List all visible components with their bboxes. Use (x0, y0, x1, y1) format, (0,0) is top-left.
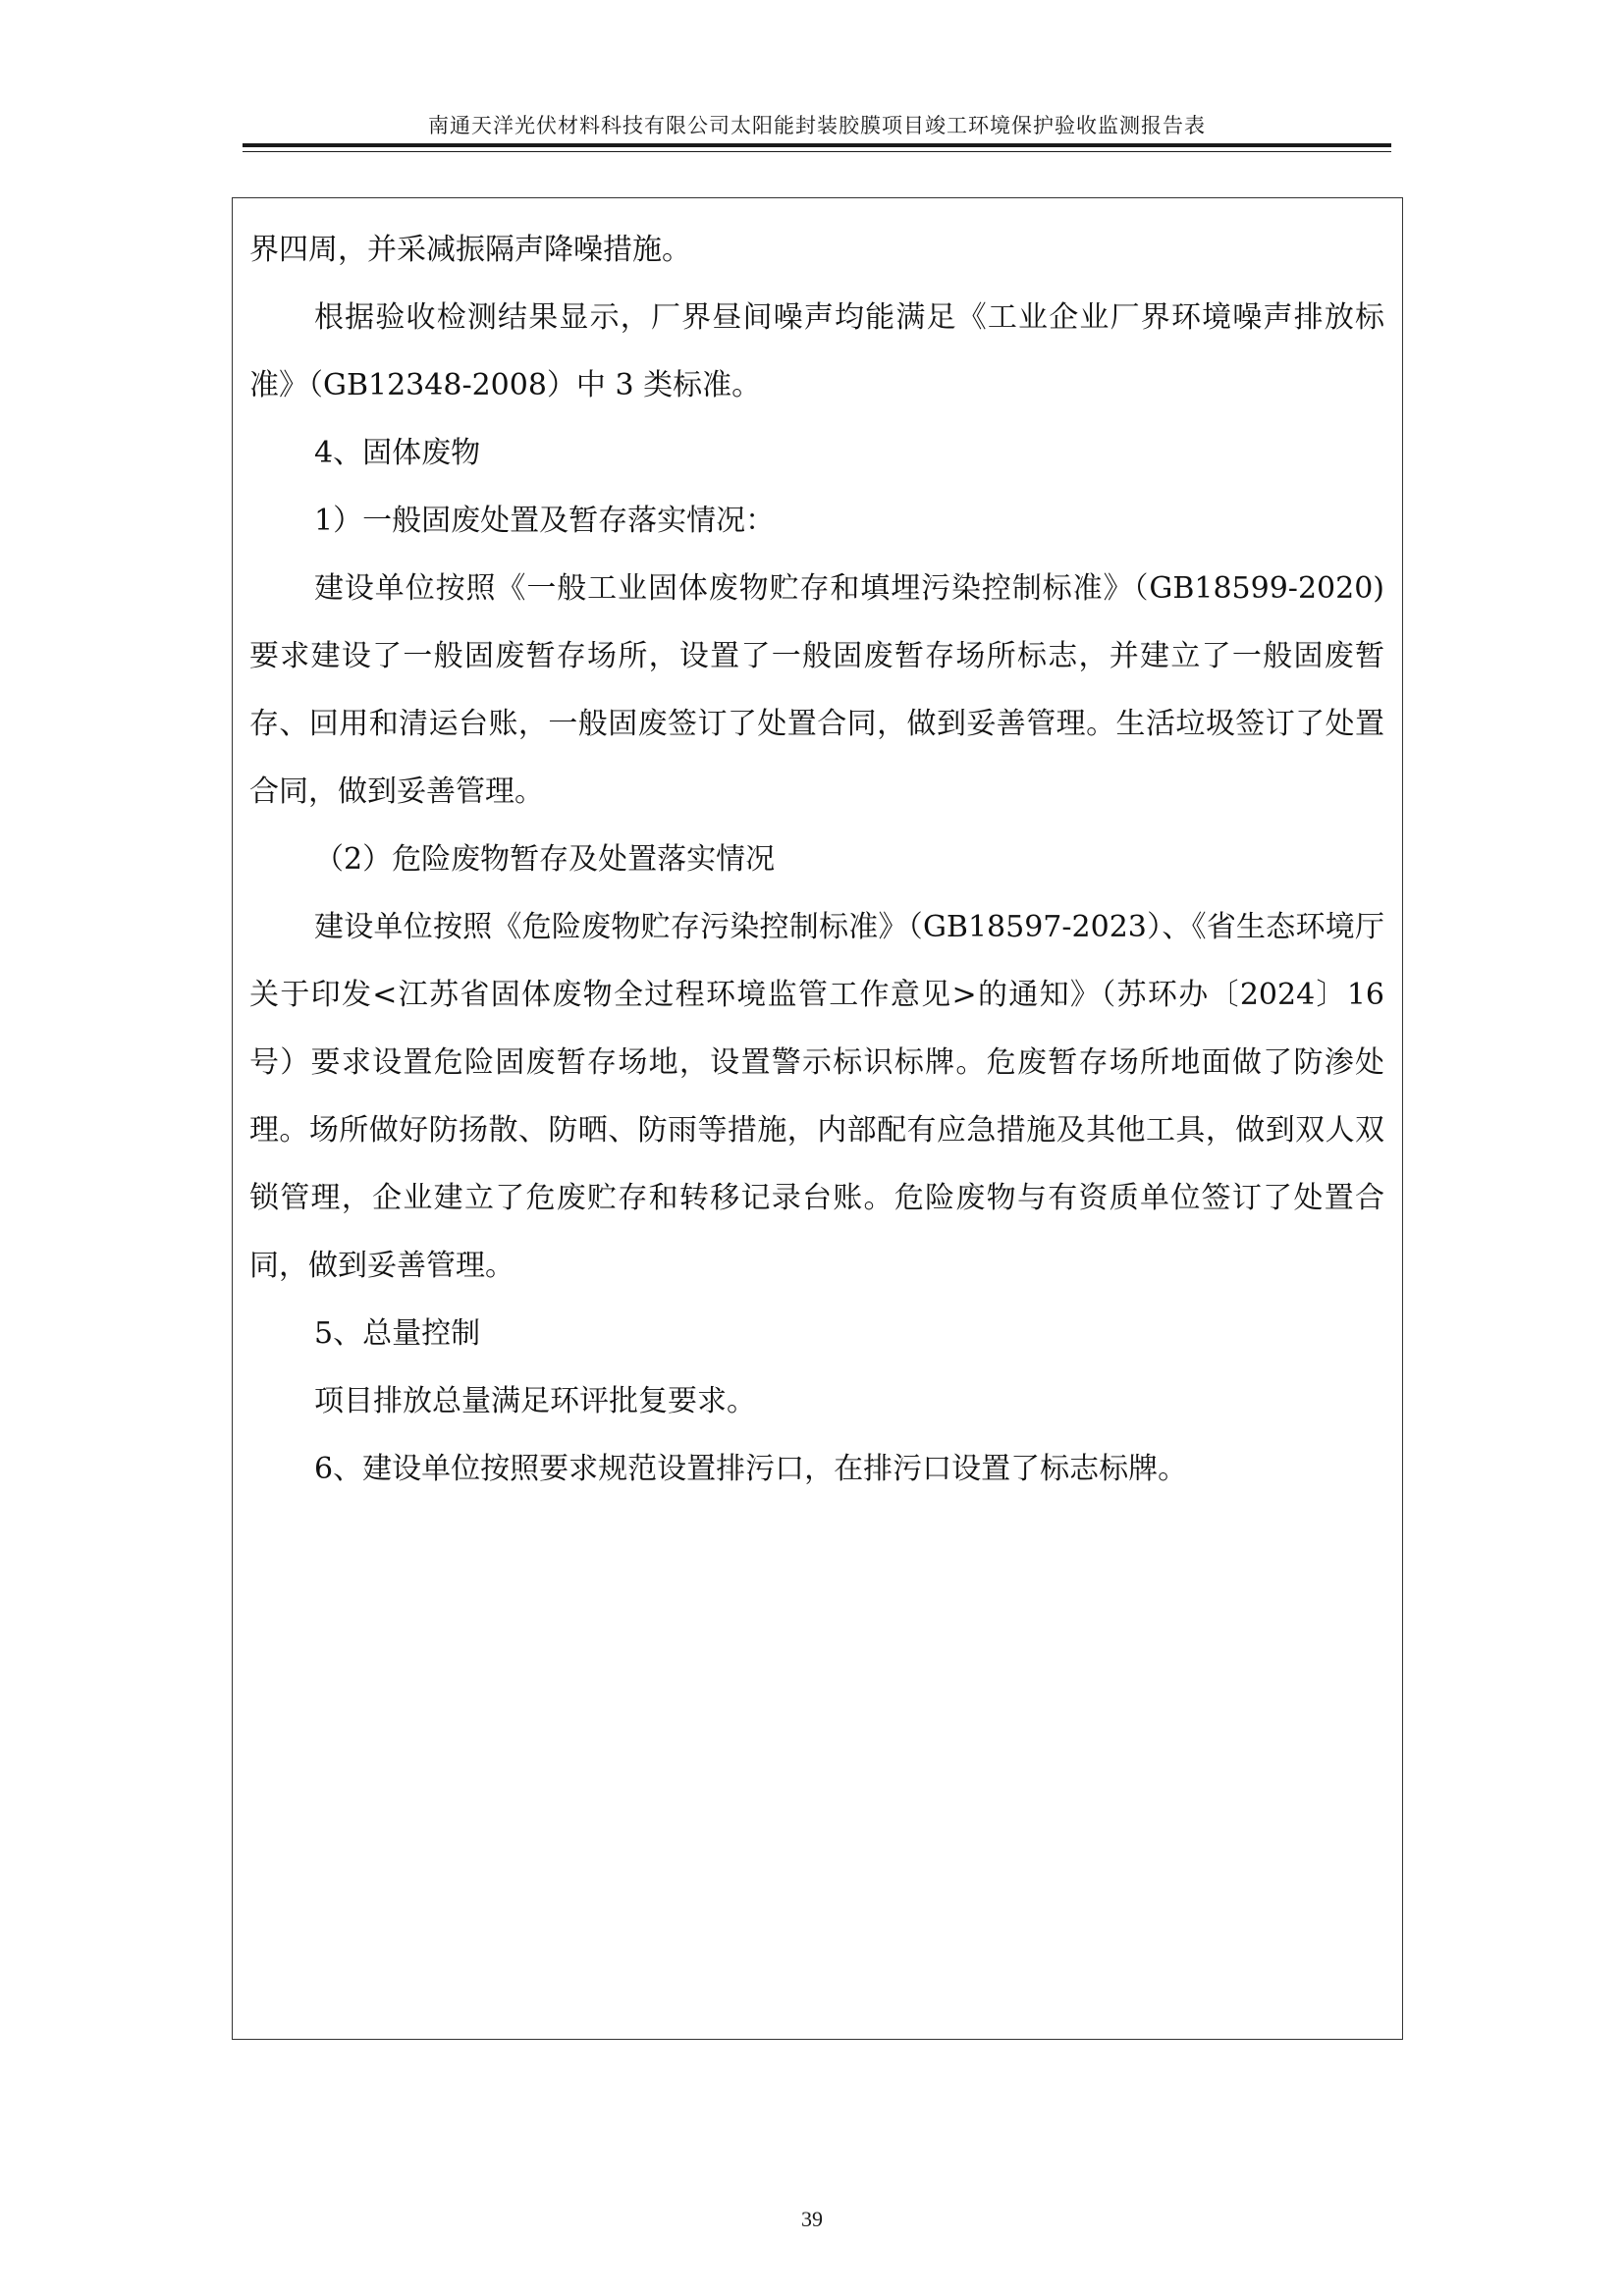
paragraph-hazardous-waste: 建设单位按照《危险废物贮存污染控制标准》（GB18597-2023）、《省生态环境厅关于印发<江苏省固体废物全过程环境监管工作意见>的通知》（苏环办〔2024〕16 号）要求设置危险固废暂存场地，设置警示标识标牌。危废暂存场所地面做了防渗处理。场所做好防扬散、防晒、防雨等措施，内部配有应急措施及其他工具，做到双人双锁管理，企业建立了危废贮存和转移记录台账。危险废物与有资质单位签订了处置合同，做到妥善管理。 (249, 910, 1384, 1283)
paragraph-noise-result: 根据验收检测结果显示，厂界昼间噪声均能满足《工业企业厂界环境噪声排放标准》（GB12348-2008）中 3 类标准。 (249, 300, 1384, 402)
header-rule-thin (243, 151, 1391, 152)
subheading-general-solid-waste: 1）一般固废处置及暂存落实情况： (314, 504, 776, 538)
header-rule-thick (243, 143, 1391, 147)
subheading-hazardous-waste: （2）危险废物暂存及处置落实情况 (314, 842, 776, 877)
paragraph-general-solid-waste: 建设单位按照《一般工业固体废物贮存和填埋污染控制标准》（GB18599-2020)要求建设了一般固废暂存场所，设置了一般固废暂存场所标志，并建立了一般固废暂存、回用和清运台账，一般固废签订了处置合同，做到妥善管理。生活垃圾签订了处置合同，做到妥善管理。 (249, 571, 1384, 809)
heading-solid-waste: 4、固体废物 (314, 436, 481, 470)
paragraph-outfall: 6、建设单位按照要求规范设置排污口，在排污口设置了标志标牌。 (314, 1452, 1188, 1486)
paragraph-total-control: 项目排放总量满足环评批复要求。 (314, 1384, 756, 1418)
body-text (249, 216, 1384, 1503)
heading-total-control: 5、总量控制 (314, 1316, 481, 1351)
paragraph-noise-measures-continued: 界四周，并采减振隔声降噪措施。 (249, 233, 691, 267)
page-number: 39 (801, 2207, 823, 2231)
running-header-title: 南通天洋光伏材料科技有限公司太阳能封装胶膜项目竣工环境保护验收监测报告表 (428, 114, 1206, 137)
